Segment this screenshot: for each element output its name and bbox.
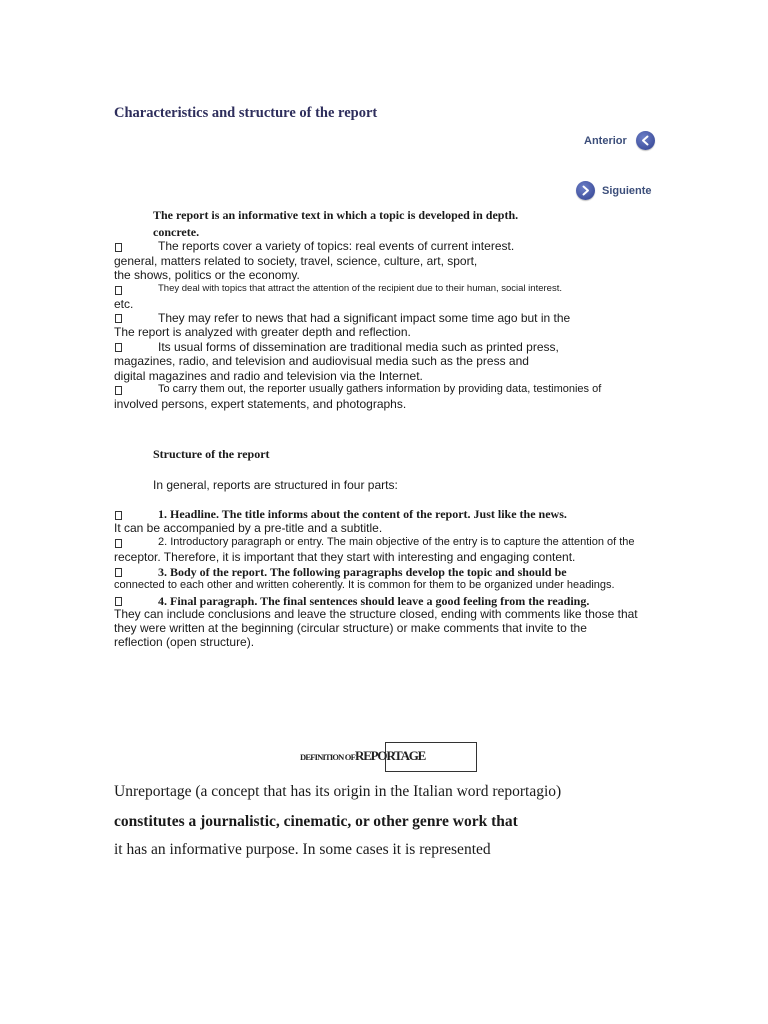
- bullet-icon: [115, 597, 122, 606]
- point-text: general, matters related to society, travel, science, culture, art, sport,: [114, 254, 478, 268]
- point-text: They deal with topics that attract the attention of the recipient due to their human, social interest.: [158, 283, 562, 294]
- definition-heading-big: REPORTAGE: [355, 748, 426, 763]
- point-text: To carry them out, the reporter usually gathers information by providing data, testimonies of: [158, 383, 602, 395]
- definition-heading: [300, 748, 425, 764]
- section-heading: Structure of the report: [153, 447, 270, 461]
- intro-line: concrete.: [153, 225, 200, 239]
- bullet-icon: [115, 568, 122, 577]
- section-lead: In general, reports are structured in four parts:: [153, 478, 398, 492]
- point-text: digital magazines and radio and television via the Internet.: [114, 369, 423, 383]
- structure-item: 1. Headline. The title informs about the content of the report. Just like the news.: [158, 507, 567, 521]
- bullet-icon: [115, 539, 122, 548]
- structure-item: They can include conclusions and leave the structure closed, ending with comments like those that: [114, 607, 638, 621]
- prev-arrow-icon[interactable]: [636, 131, 655, 150]
- point-text: the shows, politics or the economy.: [114, 268, 300, 282]
- structure-item: connected to each other and written coherently. It is common for them to be organized under headings.: [114, 579, 615, 591]
- bullet-icon: [115, 286, 122, 295]
- page-title: Characteristics and structure of the report: [114, 105, 378, 121]
- definition-text: it has an informative purpose. In some cases it is represented: [114, 841, 491, 858]
- intro-line: The report is an informative text in which a topic is developed in depth.: [153, 208, 519, 222]
- point-text: etc.: [114, 297, 134, 311]
- next-arrow-icon[interactable]: [576, 181, 595, 200]
- bullet-icon: [115, 243, 122, 252]
- definition-text: Unreportage (a concept that has its origin in the Italian word reportagio): [114, 783, 562, 800]
- point-text: involved persons, expert statements, and photographs.: [114, 397, 407, 411]
- point-text: magazines, radio, and television and audiovisual media such as the press and: [114, 354, 529, 368]
- structure-item: 4. Final paragraph. The final sentences should leave a good feeling from the reading.: [158, 594, 590, 608]
- next-label[interactable]: Siguiente: [602, 185, 652, 197]
- bullet-icon: [115, 511, 122, 520]
- structure-item: they were written at the beginning (circular structure) or make comments that invite to the: [114, 621, 587, 635]
- definition-heading-small: DEFINITION OF: [300, 752, 356, 762]
- structure-item: reflection (open structure).: [114, 635, 255, 649]
- point-text: Its usual forms of dissemination are traditional media such as printed press,: [158, 340, 559, 354]
- structure-item: 3. Body of the report. The following paragraphs develop the topic and should be: [158, 565, 567, 579]
- structure-item: receptor. Therefore, it is important that they start with interesting and engaging content.: [114, 550, 576, 564]
- bullet-icon: [115, 343, 122, 352]
- bullet-icon: [115, 314, 122, 323]
- definition-text: constitutes a journalistic, cinematic, or other genre work that: [114, 813, 518, 830]
- structure-item: It can be accompanied by a pre-title and a subtitle.: [114, 521, 383, 535]
- point-text: They may refer to news that had a significant impact some time ago but in the: [158, 311, 571, 325]
- point-text: The report is analyzed with greater depth and reflection.: [114, 325, 411, 339]
- structure-item: 2. Introductory paragraph or entry. The main objective of the entry is to capture the attention of the: [158, 536, 635, 548]
- bullet-icon: [115, 386, 122, 395]
- point-text: The reports cover a variety of topics: real events of current interest.: [158, 239, 515, 253]
- prev-label[interactable]: Anterior: [584, 135, 627, 147]
